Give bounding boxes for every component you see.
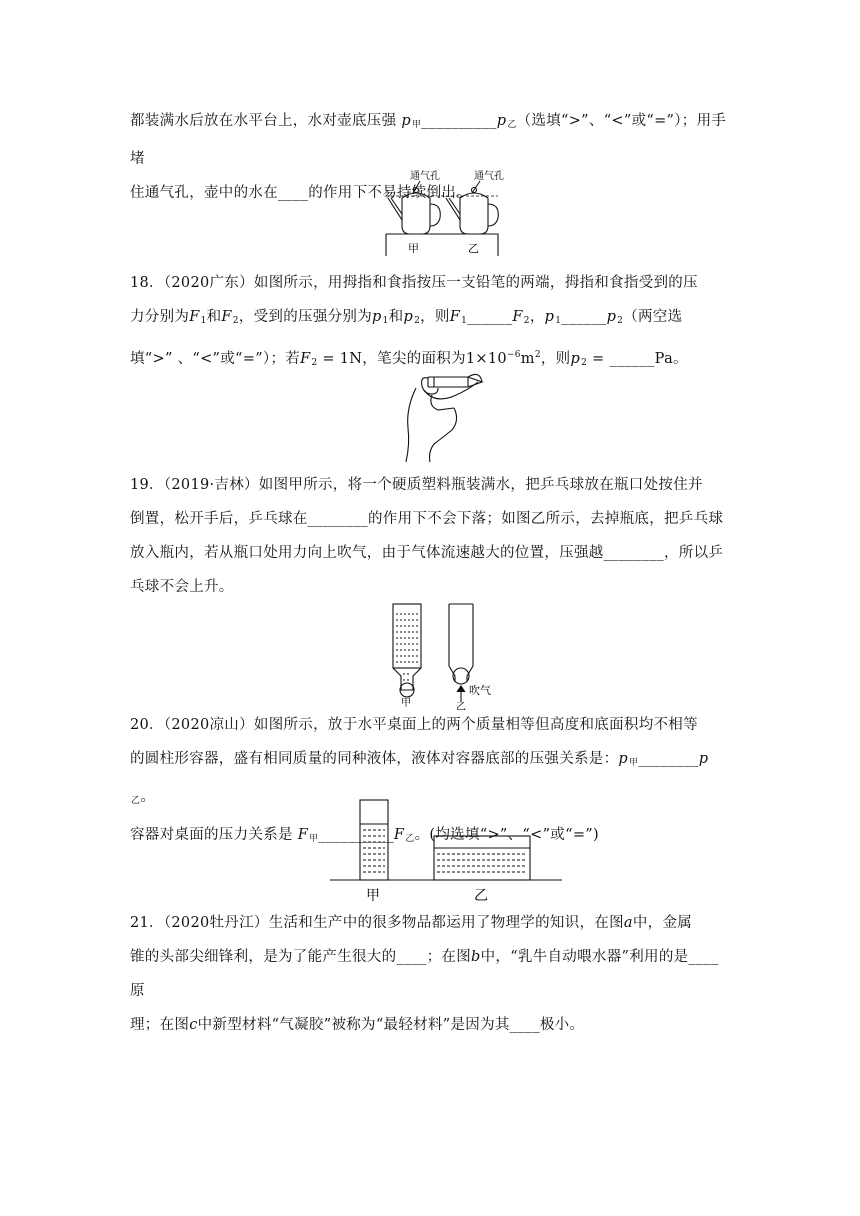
label-blow: 吹气 — [469, 684, 491, 697]
vent-label-right: 通气孔 — [474, 171, 504, 182]
q21-line2: 锥的头部尖细锋利，是为了能产生很大的____；在图b中，“乳牛自动喂水器”利用的是____原 — [130, 949, 719, 999]
label-jia: 甲 — [366, 888, 380, 904]
answer-blank[interactable]: ________ — [638, 751, 699, 767]
q18-line2: 力分别为$F_1$和$F_2$，受到的压强分别为$p_1$和$p_2$，则$F_1\_\_\_\_\_\_F_2$，$p_1\_\_\_\_\_\_p_2$（两空选 — [130, 309, 683, 326]
answer-blank[interactable]: __________ — [318, 827, 394, 843]
q19-text — [130, 468, 730, 604]
answer-blank[interactable]: __________ — [421, 113, 497, 129]
containers-figure — [330, 796, 565, 906]
label-yi: 乙 — [456, 702, 466, 710]
vent-label-left: 通气孔 — [410, 171, 440, 182]
q21-text — [130, 906, 730, 1042]
q17-line1: 都装满水后放在水平台上，水对壶底压强 $p_甲\_\_\_\_\_\_\_\_\_\_p_乙$（选填“>”、“<”或“=”）；用手堵 — [130, 113, 727, 167]
water-lines-jia — [396, 614, 418, 680]
q20-line3: 容器对桌面的压力关系是 $F_甲\_\_\_\_\_\_\_\_\_\_F_乙$。(均选填“>”、“<”或“=”) — [130, 827, 599, 844]
q20-line1: 20．（2020凉山）如图所示，放于水平桌面上的两个质量相等但高度和底面积均不相等 — [130, 717, 698, 733]
label-yi: 乙 — [474, 888, 488, 904]
q17-line2: 住通气孔，壶中的水在____的作用下不易持续倒出。 — [130, 185, 471, 201]
q18-line1: 18．（2020广东）如图所示，用拇指和食指按压一支铅笔的两端，拇指和食指受到的压 — [130, 275, 698, 291]
answer-blank[interactable]: ______ — [561, 309, 607, 325]
label-jia: 甲 — [408, 242, 419, 255]
teapot-figure — [380, 168, 505, 258]
q19-line2: 倒置，松开手后，乒乓球在________的作用下不会下落；如图乙所示，去掉瓶底，把乒乓球 — [130, 511, 724, 527]
q20-line2: 的圆柱形容器，盛有相同质量的同种液体，液体对容器底部的压强关系是：$p_甲\_\_\_\_\_\_\_\_p_乙$。 — [130, 751, 709, 806]
answer-blank[interactable]: ______ — [467, 309, 513, 325]
q18-text — [130, 266, 730, 380]
q18-line3: 填“>” 、“<”或“=”）；若$F_2 = 1N$，笔尖的面积为$1\times 10^{-6}m^2$，则$p_2$ = ______Pa。 — [130, 350, 688, 368]
bottle-pingpong-figure — [385, 600, 505, 710]
label-jia: 甲 — [401, 698, 411, 709]
label-yi: 乙 — [468, 242, 479, 255]
q21-line3: 理；在图c中新型材料“气凝胶”被称为“最轻材料”是因为其____极小。 — [130, 1017, 585, 1033]
q19-line4: 乓球不会上升。 — [130, 579, 234, 595]
q21-line1: 21．（2020牡丹江）生活和生产中的很多物品都运用了物理学的知识，在图a中，金属 — [130, 915, 693, 931]
q19-line3: 放入瓶内，若从瓶口处用力向上吹气，由于气体流速越大的位置，压强越________，所以乒 — [130, 545, 724, 561]
pencil-hand-figure — [398, 368, 490, 464]
q19-line1: 19．（2019·吉林）如图甲所示，将一个硬质塑料瓶装满水，把乒乓球放在瓶口处按住并 — [130, 477, 703, 493]
